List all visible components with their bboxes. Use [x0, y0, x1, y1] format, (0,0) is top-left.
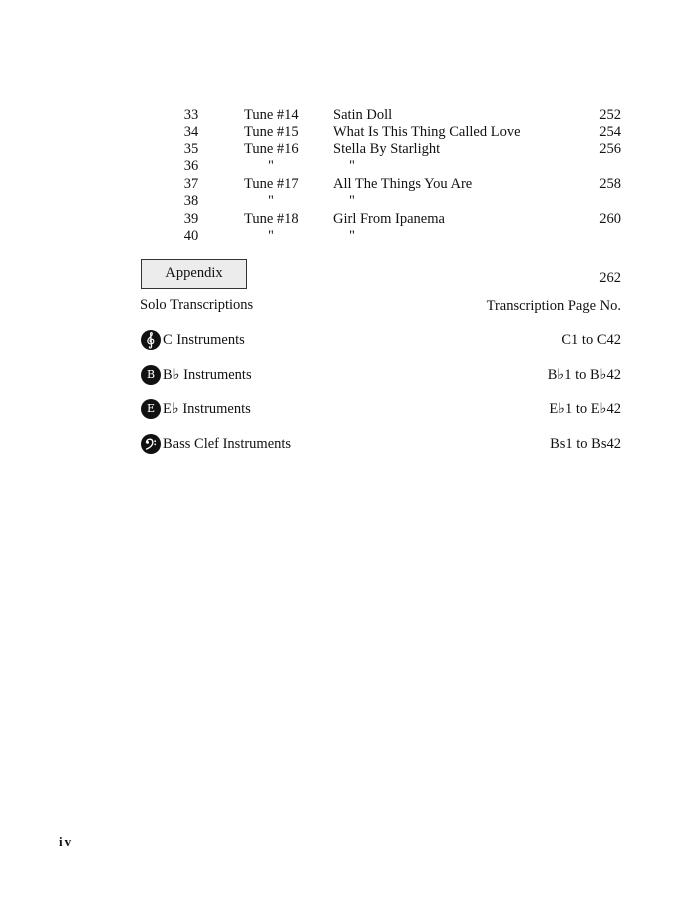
track-number: 33 — [183, 107, 199, 123]
toc-row-track-35 — [0, 140, 700, 158]
tune-title: All The Things You Are — [333, 176, 473, 192]
instrument-row-bass-clef — [0, 433, 700, 455]
toc-row-track-38 — [0, 192, 700, 210]
track-number: 36 — [183, 158, 199, 174]
transcription-page-column-heading: Transcription Page No. — [486, 298, 621, 314]
instrument-row-b-flat — [0, 364, 700, 386]
instrument-label: E♭ Instruments — [163, 401, 251, 417]
title-ditto-mark: " — [349, 158, 355, 174]
treble-clef-icon — [141, 330, 161, 350]
tune-number: Tune #17 — [244, 176, 299, 192]
title-ditto-mark: " — [349, 193, 355, 209]
bass-clef-icon — [141, 434, 161, 454]
track-number: 39 — [183, 211, 199, 227]
toc-row-track-33 — [0, 106, 700, 124]
instrument-row-e-flat — [0, 398, 700, 420]
transcription-page-range: E♭1 to E♭42 — [549, 401, 621, 417]
e-flat-badge-icon: E — [141, 399, 161, 419]
tune-title: Stella By Starlight — [333, 141, 441, 157]
tune-number: Tune #15 — [244, 124, 299, 140]
tune-title: What Is This Thing Called Love — [333, 124, 521, 140]
track-number: 35 — [183, 141, 199, 157]
track-number: 40 — [183, 228, 199, 244]
instrument-label: Bass Clef Instruments — [163, 436, 292, 452]
transcription-page-range: B♭1 to B♭42 — [547, 367, 621, 383]
toc-row-track-36 — [0, 157, 700, 175]
title-ditto-mark: " — [349, 228, 355, 244]
tune-title: Girl From Ipanema — [333, 211, 445, 227]
tune-ditto-mark: " — [268, 228, 274, 244]
page-number: 254 — [599, 124, 621, 140]
page-folio: iv — [59, 834, 74, 849]
page-number: 258 — [599, 176, 621, 192]
instrument-label: C Instruments — [163, 332, 245, 348]
tune-ditto-mark: " — [268, 158, 274, 174]
track-number: 38 — [183, 193, 199, 209]
tune-title: Satin Doll — [333, 107, 393, 123]
track-number: 37 — [183, 176, 199, 192]
toc-row-track-40 — [0, 227, 700, 245]
tune-number: Tune #18 — [244, 211, 299, 227]
page-number: 260 — [599, 211, 621, 227]
appendix-page-number: 262 — [599, 270, 621, 286]
appendix-heading-box — [141, 259, 247, 289]
instrument-row-c — [0, 329, 700, 351]
page-number: 252 — [599, 107, 621, 123]
toc-row-track-34 — [0, 123, 700, 141]
appendix-label: Appendix — [165, 265, 223, 281]
track-number: 34 — [183, 124, 199, 140]
tune-number: Tune #14 — [244, 107, 299, 123]
tune-number: Tune #16 — [244, 141, 299, 157]
instrument-label: B♭ Instruments — [163, 367, 252, 383]
solo-transcriptions-heading: Solo Transcriptions — [140, 297, 254, 313]
toc-row-track-39 — [0, 210, 700, 228]
page-number: 256 — [599, 141, 621, 157]
tune-ditto-mark: " — [268, 193, 274, 209]
b-flat-badge-icon: B — [141, 365, 161, 385]
toc-row-track-37 — [0, 175, 700, 193]
transcription-page-range: Bs1 to Bs42 — [550, 436, 621, 452]
transcription-page-range: C1 to C42 — [561, 332, 621, 348]
